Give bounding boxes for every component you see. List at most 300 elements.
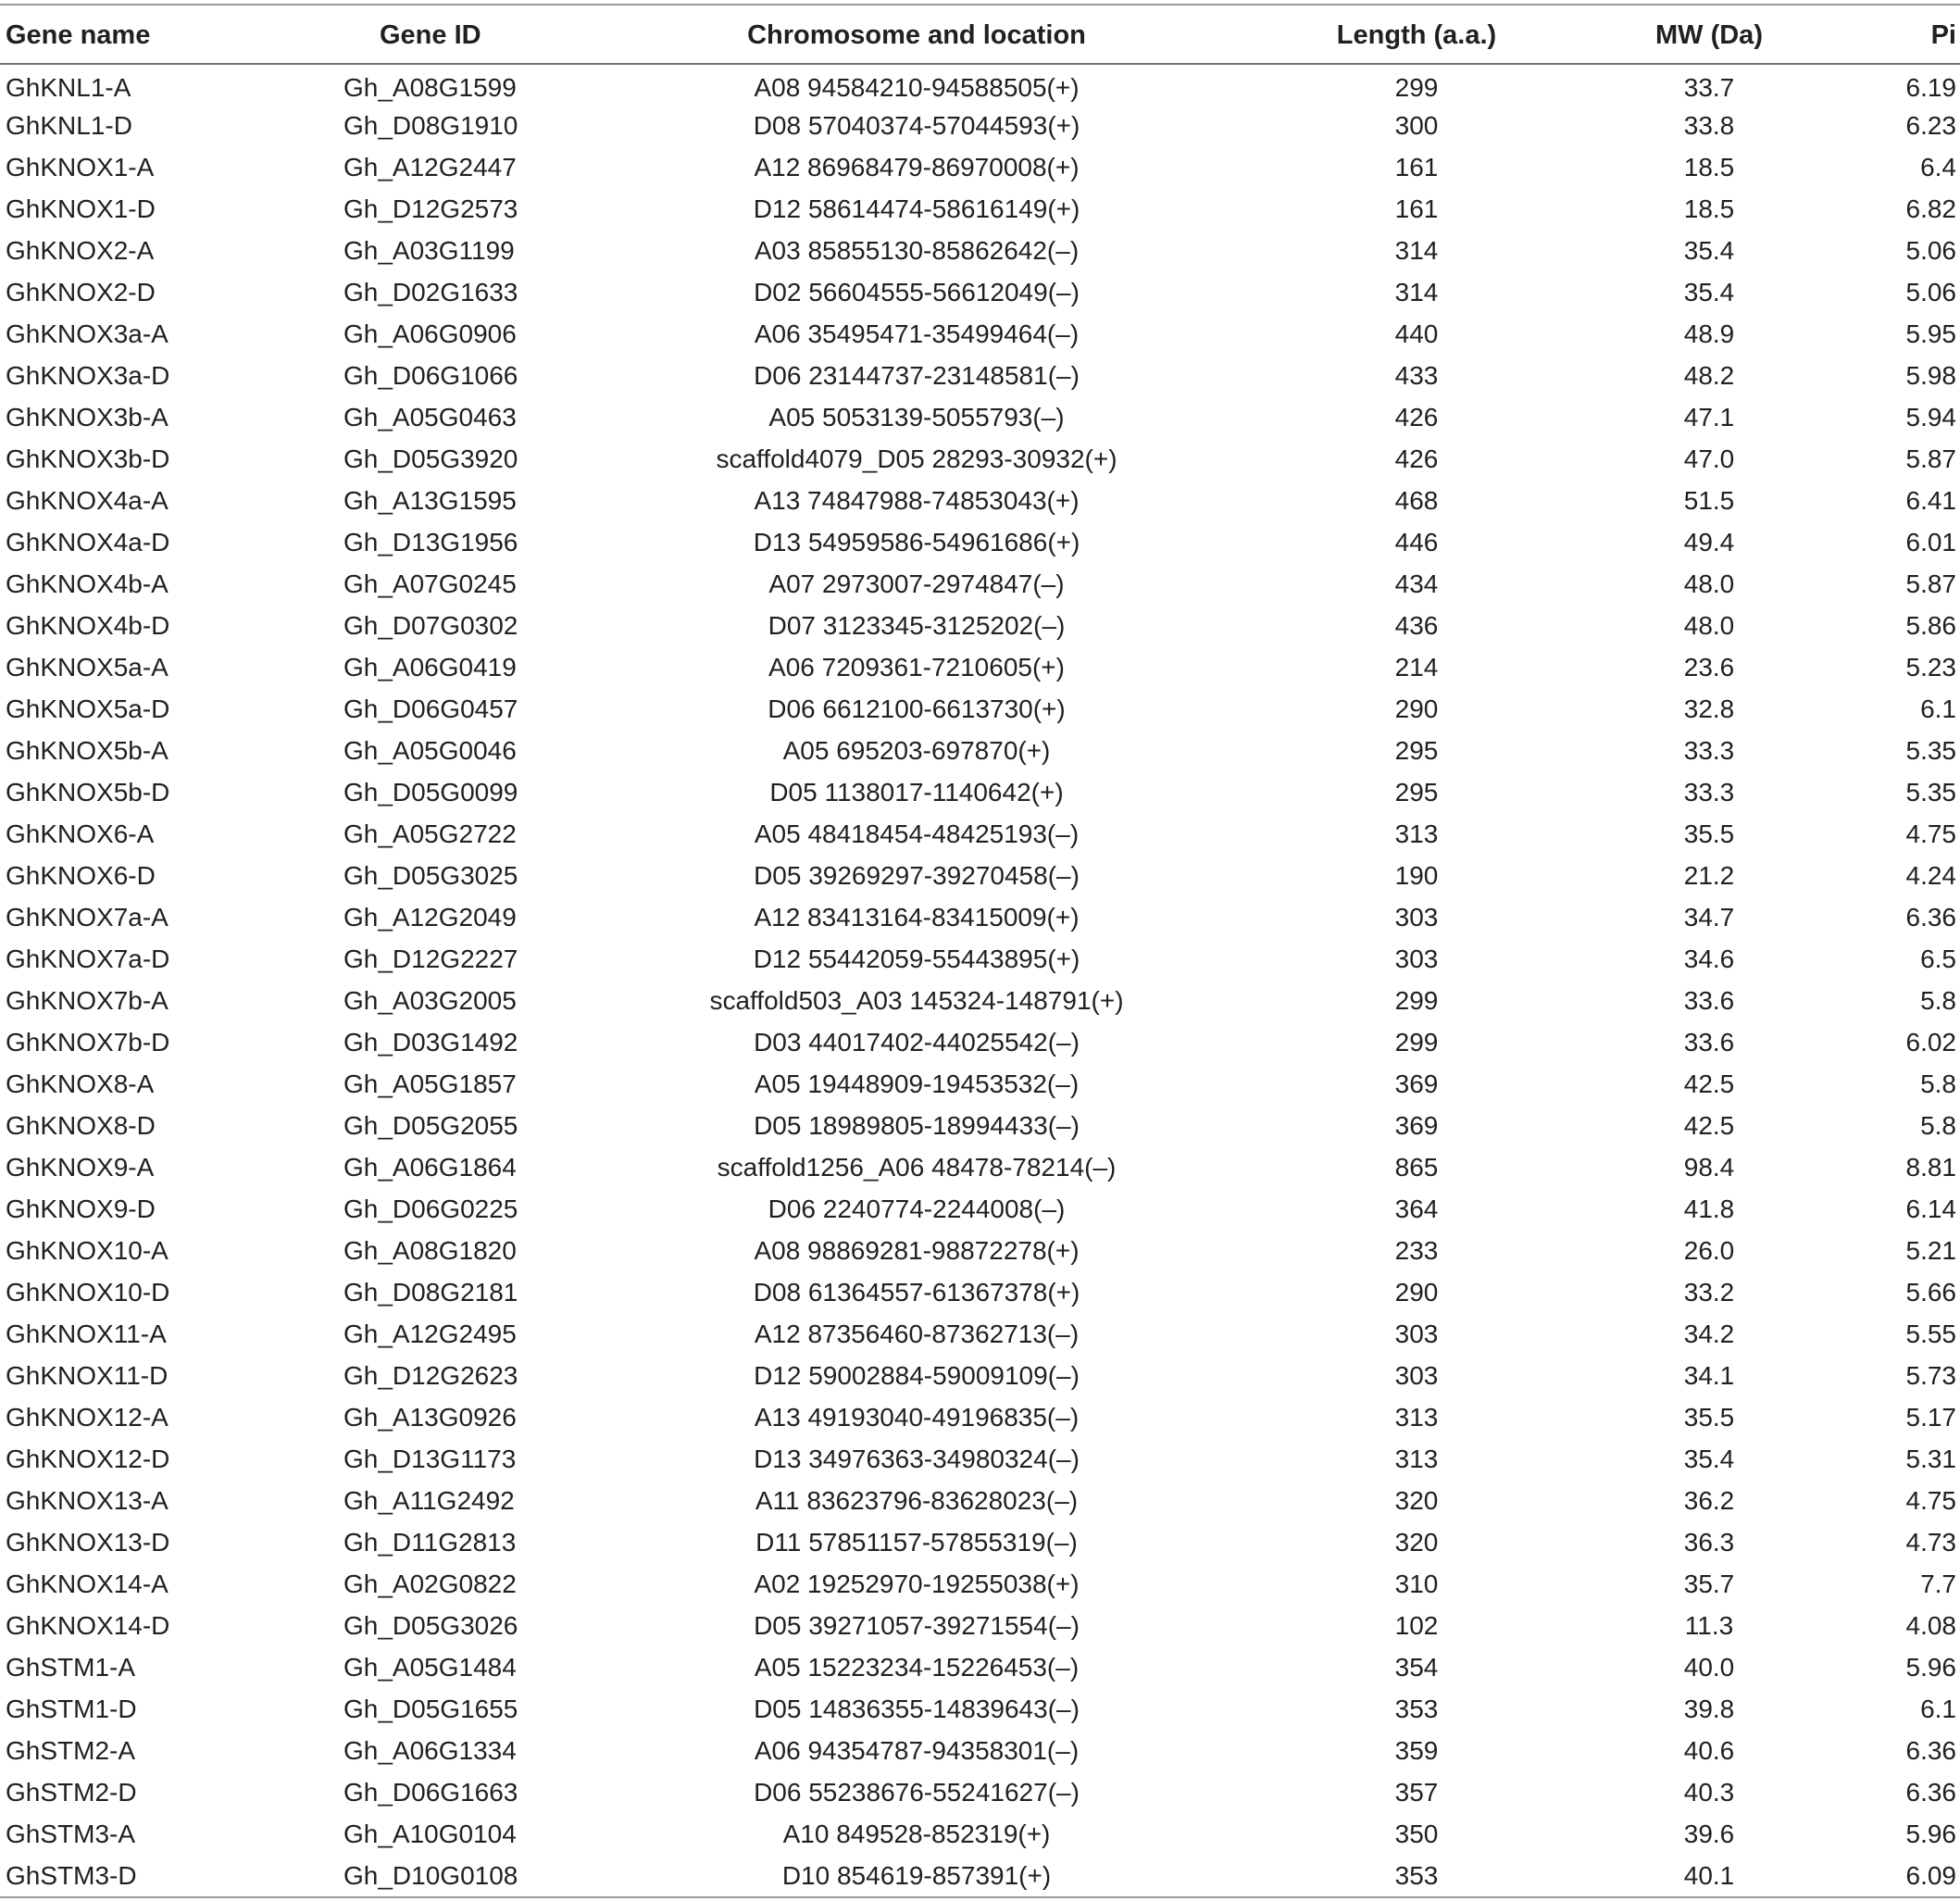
cell-gene-name: GhKNL1-D	[6, 110, 132, 140]
cell-length: 353	[1394, 1860, 1439, 1890]
cell-mw: 34.6	[1683, 944, 1735, 973]
cell-pi: 6.4	[1920, 152, 1956, 181]
cell-gene-id: Gh_D13G1956	[343, 527, 518, 557]
cell-gene-name: GhKNOX1-D	[6, 194, 156, 223]
cell-mw: 33.6	[1683, 985, 1735, 1015]
cell-mw: 40.6	[1683, 1735, 1735, 1765]
cell-chromosome-location: A12 83413164-83415009(+)	[754, 902, 1080, 932]
table-top-rule	[0, 4, 1960, 6]
cell-chromosome-location: A05 695203-697870(+)	[782, 735, 1051, 765]
cell-mw: 48.0	[1683, 610, 1735, 640]
table-row	[0, 1230, 1960, 1271]
cell-length: 299	[1394, 985, 1439, 1015]
table-row	[0, 1480, 1960, 1521]
cell-pi: 6.5	[1920, 944, 1956, 973]
cell-mw: 48.0	[1683, 569, 1735, 598]
cell-gene-name: GhKNOX7a-D	[6, 944, 170, 973]
cell-pi: 6.1	[1920, 1694, 1956, 1723]
cell-length: 313	[1394, 1402, 1439, 1432]
cell-pi: 5.96	[1905, 1652, 1956, 1682]
cell-chromosome-location: D07 3123345-3125202(–)	[768, 610, 1066, 640]
cell-pi: 5.98	[1905, 360, 1956, 390]
table-row	[0, 1730, 1960, 1771]
cell-pi: 4.75	[1905, 819, 1956, 848]
cell-pi: 6.36	[1905, 1735, 1956, 1765]
cell-gene-id: Gh_A05G0046	[343, 735, 517, 765]
header-mw: MW (Da)	[1655, 19, 1763, 50]
cell-pi: 5.31	[1905, 1444, 1956, 1473]
cell-gene-id: Gh_A08G1599	[343, 72, 517, 102]
cell-pi: 5.73	[1905, 1360, 1956, 1390]
cell-gene-id: Gh_D12G2573	[343, 194, 518, 223]
cell-length: 369	[1394, 1110, 1439, 1140]
cell-gene-name: GhSTM3-A	[6, 1819, 136, 1848]
cell-gene-name: GhKNOX1-A	[6, 152, 155, 181]
cell-mw: 35.5	[1683, 819, 1735, 848]
cell-length: 446	[1394, 527, 1439, 557]
cell-gene-name: GhKNOX7b-A	[6, 985, 169, 1015]
cell-gene-id: Gh_D06G1066	[343, 360, 518, 390]
cell-mw: 35.4	[1683, 1444, 1735, 1473]
cell-pi: 6.82	[1905, 194, 1956, 223]
cell-mw: 48.9	[1683, 319, 1735, 348]
cell-gene-id: Gh_D05G2055	[343, 1110, 518, 1140]
cell-length: 353	[1394, 1694, 1439, 1723]
cell-length: 433	[1394, 360, 1439, 390]
cell-pi: 5.86	[1905, 610, 1956, 640]
cell-gene-name: GhKNOX3a-A	[6, 319, 169, 348]
table-header-row	[0, 7, 1960, 63]
table-row	[0, 1521, 1960, 1563]
cell-chromosome-location: D05 39271057-39271554(–)	[754, 1610, 1080, 1640]
table-row	[0, 313, 1960, 355]
cell-pi: 6.41	[1905, 485, 1956, 515]
cell-gene-id: Gh_A06G0419	[343, 652, 517, 682]
cell-pi: 6.1	[1920, 694, 1956, 723]
table-row	[0, 1771, 1960, 1813]
cell-gene-id: Gh_A06G0906	[343, 319, 517, 348]
cell-gene-id: Gh_A12G2049	[343, 902, 517, 932]
cell-gene-id: Gh_D06G0457	[343, 694, 518, 723]
cell-chromosome-location: A12 86968479-86970008(+)	[754, 152, 1080, 181]
cell-length: 161	[1394, 152, 1439, 181]
cell-length: 303	[1394, 944, 1439, 973]
cell-pi: 5.17	[1905, 1402, 1956, 1432]
cell-gene-name: GhKNL1-A	[6, 72, 131, 102]
cell-gene-name: GhKNOX6-A	[6, 819, 155, 848]
gene-table	[0, 7, 1960, 1896]
cell-mw: 39.8	[1683, 1694, 1735, 1723]
cell-gene-name: GhKNOX6-D	[6, 860, 156, 890]
cell-pi: 5.8	[1920, 1069, 1956, 1098]
cell-length: 426	[1394, 444, 1439, 473]
cell-gene-name: GhKNOX4a-A	[6, 485, 169, 515]
cell-mw: 36.3	[1683, 1527, 1735, 1557]
cell-gene-name: GhKNOX5a-A	[6, 652, 169, 682]
cell-gene-name: GhKNOX9-D	[6, 1194, 156, 1223]
cell-mw: 34.7	[1683, 902, 1735, 932]
cell-length: 350	[1394, 1819, 1439, 1848]
cell-pi: 5.06	[1905, 235, 1956, 265]
cell-gene-id: Gh_D10G0108	[343, 1860, 518, 1890]
cell-chromosome-location: A05 15223234-15226453(–)	[754, 1652, 1080, 1682]
cell-length: 440	[1394, 319, 1439, 348]
cell-chromosome-location: A12 87356460-87362713(–)	[754, 1319, 1080, 1348]
table-row	[0, 1396, 1960, 1438]
cell-mw: 40.1	[1683, 1860, 1735, 1890]
cell-mw: 11.3	[1684, 1610, 1734, 1640]
cell-mw: 21.2	[1683, 860, 1735, 890]
cell-gene-id: Gh_D11G2813	[343, 1527, 517, 1557]
cell-pi: 5.95	[1905, 319, 1956, 348]
table-row	[0, 1646, 1960, 1688]
cell-length: 290	[1394, 1277, 1439, 1307]
cell-gene-name: GhKNOX5a-D	[6, 694, 170, 723]
cell-length: 303	[1394, 902, 1439, 932]
cell-length: 320	[1394, 1527, 1439, 1557]
cell-mw: 49.4	[1683, 527, 1735, 557]
cell-gene-name: GhKNOX7a-A	[6, 902, 169, 932]
table-row	[0, 521, 1960, 563]
cell-pi: 6.01	[1905, 527, 1956, 557]
cell-gene-id: Gh_A12G2495	[343, 1319, 517, 1348]
cell-chromosome-location: D13 54959586-54961686(+)	[753, 527, 1080, 557]
cell-chromosome-location: A08 94584210-94588505(+)	[754, 72, 1080, 102]
table-row	[0, 271, 1960, 313]
cell-mw: 40.3	[1683, 1777, 1735, 1807]
cell-gene-id: Gh_A05G1484	[343, 1652, 517, 1682]
cell-chromosome-location: A07 2973007-2974847(–)	[768, 569, 1065, 598]
table-row	[0, 1021, 1960, 1063]
cell-chromosome-location: A03 85855130-85862642(–)	[754, 235, 1080, 265]
cell-gene-id: Gh_D12G2227	[343, 944, 518, 973]
cell-gene-id: Gh_A13G0926	[343, 1402, 517, 1432]
cell-pi: 5.96	[1905, 1819, 1956, 1848]
table-row	[0, 1688, 1960, 1730]
cell-length: 313	[1394, 819, 1439, 848]
cell-gene-name: GhKNOX4b-D	[6, 610, 170, 640]
cell-chromosome-location: scaffold4079_D05 28293-30932(+)	[716, 444, 1117, 473]
cell-pi: 8.81	[1905, 1152, 1956, 1182]
table-row	[0, 813, 1960, 855]
cell-length: 161	[1394, 194, 1439, 223]
cell-chromosome-location: A05 48418454-48425193(–)	[754, 819, 1080, 848]
table-row	[0, 1438, 1960, 1480]
table-row	[0, 230, 1960, 271]
cell-gene-id: Gh_A06G1864	[343, 1152, 517, 1182]
cell-pi: 6.23	[1905, 110, 1956, 140]
cell-pi: 5.8	[1920, 1110, 1956, 1140]
table-row	[0, 480, 1960, 521]
table-row	[0, 646, 1960, 688]
cell-length: 354	[1394, 1652, 1439, 1682]
cell-gene-name: GhKNOX13-D	[6, 1527, 170, 1557]
cell-gene-name: GhSTM3-D	[6, 1860, 137, 1890]
cell-mw: 26.0	[1683, 1235, 1735, 1265]
table-row	[0, 438, 1960, 480]
cell-pi: 6.09	[1905, 1860, 1956, 1890]
cell-gene-name: GhSTM1-D	[6, 1694, 137, 1723]
table-row	[0, 105, 1960, 146]
cell-mw: 35.4	[1683, 277, 1735, 306]
cell-length: 300	[1394, 110, 1439, 140]
cell-gene-name: GhKNOX9-A	[6, 1152, 155, 1182]
cell-chromosome-location: D02 56604555-56612049(–)	[754, 277, 1080, 306]
cell-pi: 5.06	[1905, 277, 1956, 306]
cell-length: 295	[1394, 735, 1439, 765]
cell-length: 314	[1394, 235, 1439, 265]
cell-chromosome-location: D05 39269297-39270458(–)	[754, 860, 1080, 890]
cell-mw: 41.8	[1683, 1194, 1735, 1223]
cell-chromosome-location: D06 2240774-2244008(–)	[768, 1194, 1066, 1223]
cell-length: 310	[1394, 1569, 1439, 1598]
cell-gene-name: GhKNOX10-A	[6, 1235, 169, 1265]
cell-length: 369	[1394, 1069, 1439, 1098]
cell-chromosome-location: A13 74847988-74853043(+)	[754, 485, 1080, 515]
cell-chromosome-location: A13 49193040-49196835(–)	[754, 1402, 1080, 1432]
cell-chromosome-location: D08 57040374-57044593(+)	[753, 110, 1080, 140]
table-row	[0, 1105, 1960, 1146]
cell-chromosome-location: D05 14836355-14839643(–)	[754, 1694, 1080, 1723]
cell-length: 102	[1394, 1610, 1439, 1640]
cell-gene-name: GhKNOX14-A	[6, 1569, 169, 1598]
cell-pi: 4.75	[1905, 1485, 1956, 1515]
cell-gene-name: GhKNOX4b-A	[6, 569, 169, 598]
cell-pi: 4.73	[1905, 1527, 1956, 1557]
cell-mw: 18.5	[1683, 194, 1735, 223]
header-chromosome-location: Chromosome and location	[747, 19, 1086, 50]
cell-chromosome-location: A10 849528-852319(+)	[782, 1819, 1051, 1848]
cell-mw: 18.5	[1683, 152, 1735, 181]
cell-pi: 4.08	[1905, 1610, 1956, 1640]
cell-chromosome-location: A11 83623796-83628023(–)	[755, 1485, 1079, 1515]
cell-length: 299	[1394, 1027, 1439, 1057]
table-row	[0, 896, 1960, 938]
cell-gene-id: Gh_A05G1857	[343, 1069, 517, 1098]
cell-pi: 5.87	[1905, 444, 1956, 473]
cell-pi: 4.24	[1905, 860, 1956, 890]
cell-gene-id: Gh_D06G0225	[343, 1194, 518, 1223]
table-row	[0, 980, 1960, 1021]
cell-length: 303	[1394, 1319, 1439, 1348]
cell-mw: 33.2	[1683, 1277, 1735, 1307]
cell-gene-id: Gh_D12G2623	[343, 1360, 518, 1390]
cell-mw: 33.7	[1683, 72, 1735, 102]
table-row	[0, 146, 1960, 188]
cell-gene-name: GhKNOX11-A	[6, 1319, 167, 1348]
cell-chromosome-location: D06 6612100-6613730(+)	[768, 694, 1066, 723]
cell-gene-name: GhKNOX5b-A	[6, 735, 169, 765]
cell-length: 314	[1394, 277, 1439, 306]
cell-length: 468	[1394, 485, 1439, 515]
cell-gene-id: Gh_A10G0104	[343, 1819, 517, 1848]
cell-gene-id: Gh_A12G2447	[343, 152, 517, 181]
table-row	[0, 1605, 1960, 1646]
table-row	[0, 1271, 1960, 1313]
cell-pi: 5.35	[1905, 777, 1956, 807]
cell-gene-name: GhKNOX2-A	[6, 235, 155, 265]
cell-chromosome-location: D12 55442059-55443895(+)	[753, 944, 1080, 973]
cell-mw: 35.7	[1683, 1569, 1735, 1598]
cell-mw: 34.2	[1683, 1319, 1735, 1348]
cell-length: 190	[1394, 860, 1439, 890]
cell-chromosome-location: A08 98869281-98872278(+)	[754, 1235, 1080, 1265]
header-gene-id: Gene ID	[380, 19, 481, 50]
table-row	[0, 563, 1960, 605]
cell-chromosome-location: D13 34976363-34980324(–)	[754, 1444, 1080, 1473]
table-row	[0, 605, 1960, 646]
cell-chromosome-location: D12 59002884-59009109(–)	[754, 1360, 1080, 1390]
cell-chromosome-location: D03 44017402-44025542(–)	[754, 1027, 1080, 1057]
cell-gene-id: Gh_D06G1663	[343, 1777, 518, 1807]
cell-mw: 33.6	[1683, 1027, 1735, 1057]
cell-gene-id: Gh_D03G1492	[343, 1027, 518, 1057]
cell-length: 233	[1394, 1235, 1439, 1265]
cell-chromosome-location: A06 94354787-94358301(–)	[754, 1735, 1080, 1765]
cell-gene-name: GhKNOX2-D	[6, 277, 156, 306]
cell-mw: 47.0	[1683, 444, 1735, 473]
cell-chromosome-location: A02 19252970-19255038(+)	[754, 1569, 1080, 1598]
cell-pi: 6.19	[1905, 72, 1956, 102]
table-row	[0, 688, 1960, 730]
cell-pi: 5.23	[1905, 652, 1956, 682]
cell-chromosome-location: D06 23144737-23148581(–)	[754, 360, 1080, 390]
cell-gene-name: GhKNOX11-D	[6, 1360, 169, 1390]
cell-gene-name: GhSTM2-D	[6, 1777, 137, 1807]
cell-gene-name: GhKNOX3a-D	[6, 360, 170, 390]
cell-length: 214	[1394, 652, 1439, 682]
cell-gene-id: Gh_D07G0302	[343, 610, 518, 640]
table-row	[0, 63, 1960, 105]
cell-chromosome-location: A06 35495471-35499464(–)	[754, 319, 1080, 348]
cell-pi: 5.55	[1905, 1319, 1956, 1348]
cell-mw: 51.5	[1683, 485, 1735, 515]
table-row	[0, 771, 1960, 813]
table-bottom-rule	[0, 1896, 1960, 1898]
cell-mw: 47.1	[1683, 402, 1735, 431]
cell-gene-id: Gh_A05G2722	[343, 819, 517, 848]
cell-mw: 39.6	[1683, 1819, 1735, 1848]
cell-mw: 36.2	[1683, 1485, 1735, 1515]
cell-gene-id: Gh_A06G1334	[343, 1735, 517, 1765]
cell-mw: 33.8	[1683, 110, 1735, 140]
cell-pi: 6.36	[1905, 1777, 1956, 1807]
cell-gene-id: Gh_D05G1655	[343, 1694, 518, 1723]
cell-chromosome-location: A05 19448909-19453532(–)	[754, 1069, 1080, 1098]
table-row	[0, 855, 1960, 896]
cell-gene-name: GhKNOX12-D	[6, 1444, 170, 1473]
cell-pi: 6.02	[1905, 1027, 1956, 1057]
cell-pi: 7.7	[1920, 1569, 1956, 1598]
cell-gene-id: Gh_A07G0245	[343, 569, 517, 598]
cell-chromosome-location: D10 854619-857391(+)	[781, 1860, 1052, 1890]
cell-chromosome-location: D05 18989805-18994433(–)	[754, 1110, 1080, 1140]
table-row	[0, 188, 1960, 230]
cell-gene-id: Gh_D08G2181	[343, 1277, 518, 1307]
cell-gene-id: Gh_D08G1910	[343, 110, 518, 140]
cell-chromosome-location: D08 61364557-61367378(+)	[753, 1277, 1080, 1307]
cell-gene-name: GhKNOX12-A	[6, 1402, 169, 1432]
cell-gene-id: Gh_A13G1595	[343, 485, 517, 515]
cell-gene-id: Gh_D05G3920	[343, 444, 518, 473]
cell-length: 299	[1394, 72, 1439, 102]
table-row	[0, 1188, 1960, 1230]
cell-length: 865	[1394, 1152, 1439, 1182]
cell-mw: 42.5	[1683, 1069, 1735, 1098]
cell-length: 357	[1394, 1777, 1439, 1807]
cell-length: 364	[1394, 1194, 1439, 1223]
cell-mw: 40.0	[1683, 1652, 1735, 1682]
cell-length: 434	[1394, 569, 1439, 598]
cell-length: 436	[1394, 610, 1439, 640]
cell-pi: 6.14	[1905, 1194, 1956, 1223]
cell-gene-name: GhSTM2-A	[6, 1735, 136, 1765]
cell-length: 303	[1394, 1360, 1439, 1390]
cell-gene-id: Gh_A02G0822	[343, 1569, 517, 1598]
cell-gene-id: Gh_D05G3026	[343, 1610, 518, 1640]
cell-chromosome-location: A05 5053139-5055793(–)	[768, 402, 1065, 431]
cell-gene-id: Gh_A08G1820	[343, 1235, 517, 1265]
cell-chromosome-location: A06 7209361-7210605(+)	[768, 652, 1065, 682]
cell-mw: 33.3	[1683, 735, 1735, 765]
cell-gene-name: GhSTM1-A	[6, 1652, 136, 1682]
cell-length: 295	[1394, 777, 1439, 807]
cell-mw: 35.5	[1683, 1402, 1735, 1432]
table-row	[0, 355, 1960, 396]
table-row	[0, 1313, 1960, 1355]
cell-chromosome-location: D11 57851157-57855319(–)	[755, 1527, 1078, 1557]
cell-length: 359	[1394, 1735, 1439, 1765]
cell-mw: 98.4	[1683, 1152, 1735, 1182]
cell-gene-name: GhKNOX3b-D	[6, 444, 170, 473]
cell-length: 426	[1394, 402, 1439, 431]
cell-pi: 5.35	[1905, 735, 1956, 765]
cell-mw: 32.8	[1683, 694, 1735, 723]
cell-gene-name: GhKNOX8-A	[6, 1069, 155, 1098]
table-row	[0, 396, 1960, 438]
cell-mw: 35.4	[1683, 235, 1735, 265]
cell-length: 313	[1394, 1444, 1439, 1473]
header-gene-name: Gene name	[6, 19, 151, 50]
cell-chromosome-location: scaffold503_A03 145324-148791(+)	[709, 985, 1124, 1015]
cell-gene-name: GhKNOX3b-A	[6, 402, 169, 431]
cell-gene-name: GhKNOX5b-D	[6, 777, 170, 807]
cell-gene-name: GhKNOX13-A	[6, 1485, 169, 1515]
cell-gene-name: GhKNOX14-D	[6, 1610, 170, 1640]
cell-gene-id: Gh_D13G1173	[343, 1444, 517, 1473]
cell-pi: 5.94	[1905, 402, 1956, 431]
cell-gene-id: Gh_A03G2005	[343, 985, 517, 1015]
cell-gene-id: Gh_A03G1199	[343, 235, 515, 265]
cell-pi: 5.66	[1905, 1277, 1956, 1307]
cell-gene-name: GhKNOX7b-D	[6, 1027, 170, 1057]
cell-gene-id: Gh_D02G1633	[343, 277, 518, 306]
cell-chromosome-location: D05 1138017-1140642(+)	[769, 777, 1064, 807]
table-row	[0, 1563, 1960, 1605]
table-row	[0, 1855, 1960, 1896]
table-row	[0, 730, 1960, 771]
table-row	[0, 938, 1960, 980]
cell-length: 290	[1394, 694, 1439, 723]
cell-pi: 5.8	[1920, 985, 1956, 1015]
cell-chromosome-location: D12 58614474-58616149(+)	[753, 194, 1080, 223]
header-pi: Pi	[1930, 19, 1956, 50]
table-body	[0, 63, 1960, 1896]
cell-pi: 5.87	[1905, 569, 1956, 598]
cell-gene-id: Gh_D05G3025	[343, 860, 518, 890]
cell-pi: 6.36	[1905, 902, 1956, 932]
cell-chromosome-location: scaffold1256_A06 48478-78214(–)	[717, 1152, 1117, 1182]
